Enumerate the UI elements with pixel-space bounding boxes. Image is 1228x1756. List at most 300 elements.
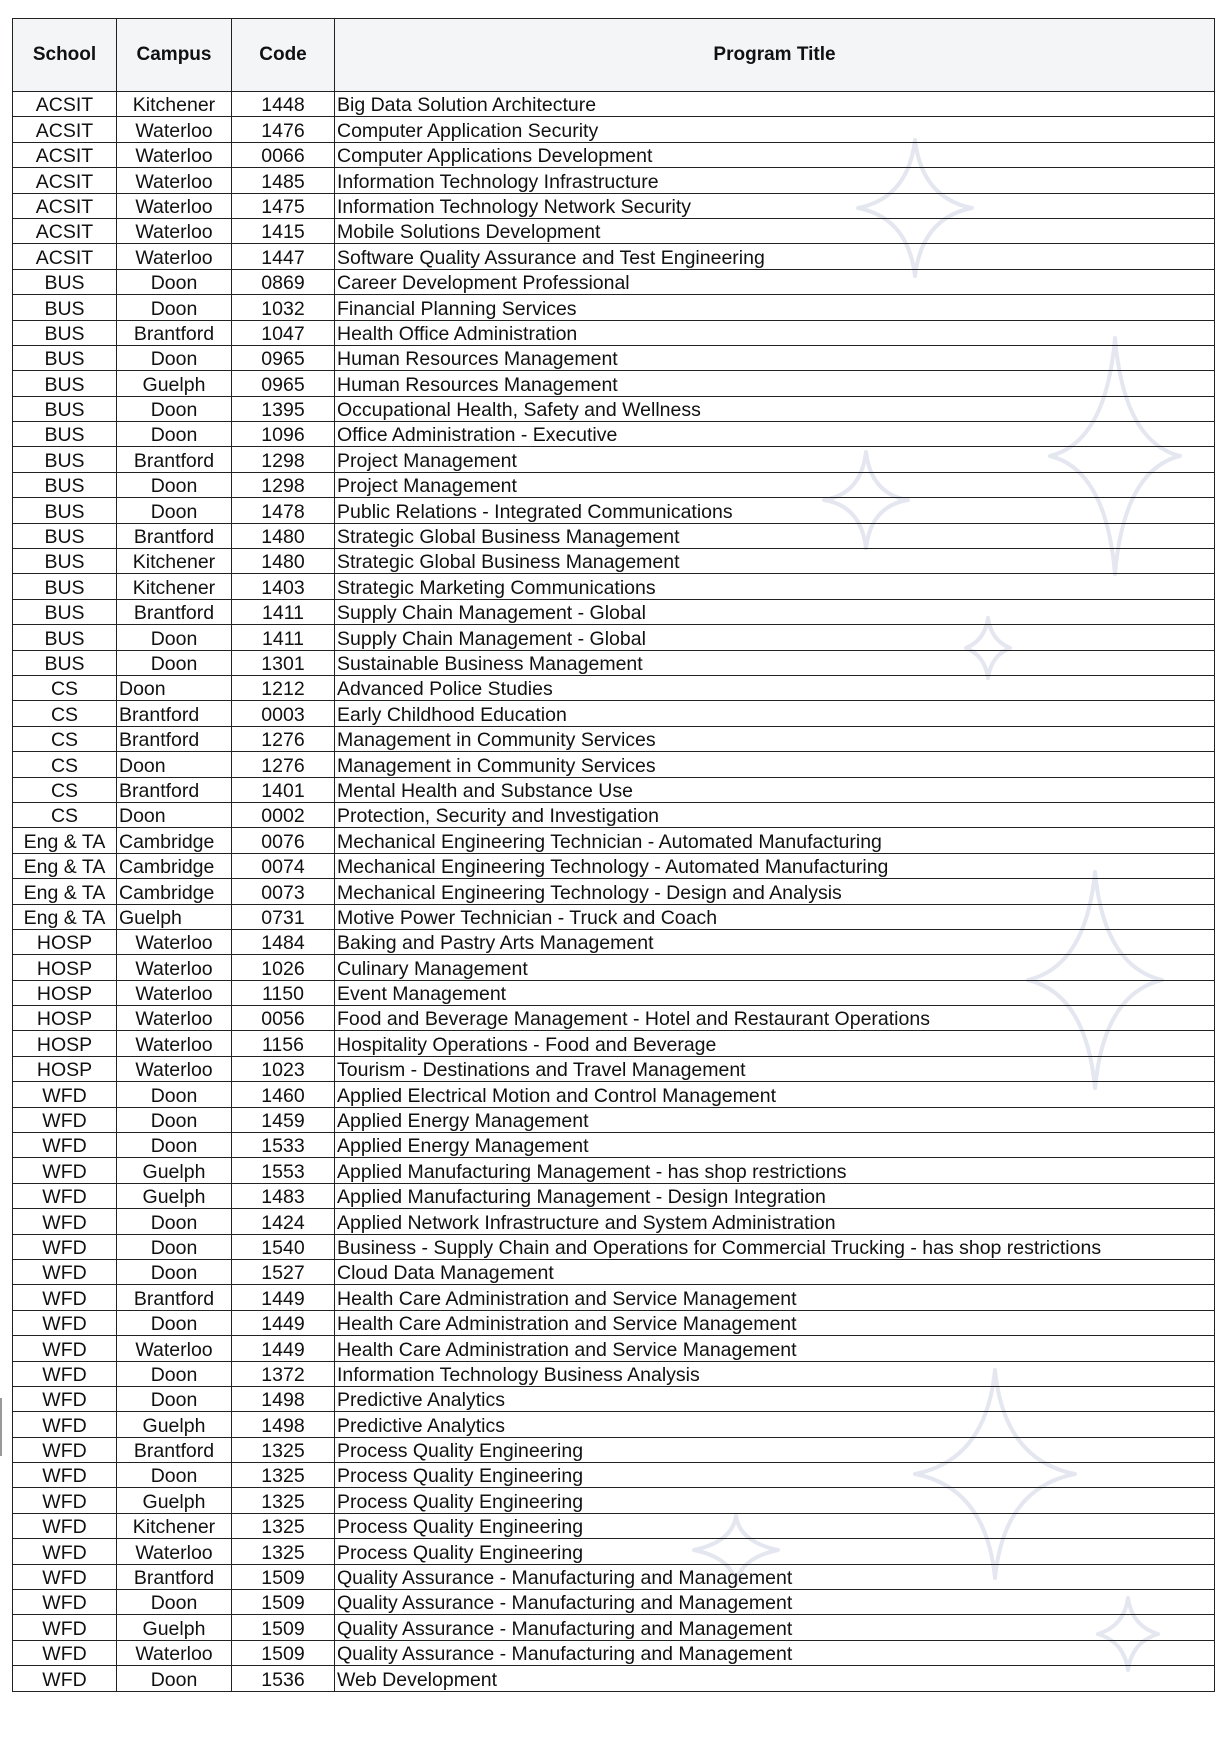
campus-cell: Brantford bbox=[117, 320, 232, 345]
school-cell: HOSP bbox=[13, 929, 117, 954]
program-title-cell: Process Quality Engineering bbox=[335, 1463, 1215, 1488]
table-row bbox=[13, 599, 1215, 624]
code-cell: 1533 bbox=[232, 1133, 335, 1158]
table-row bbox=[13, 345, 1215, 370]
school-cell: BUS bbox=[13, 498, 117, 523]
program-title-cell: Information Technology Network Security bbox=[335, 193, 1215, 218]
code-cell: 1536 bbox=[232, 1666, 335, 1691]
campus-cell: Doon bbox=[117, 650, 232, 675]
campus-cell: Waterloo bbox=[117, 1539, 232, 1564]
table-row bbox=[13, 1031, 1215, 1056]
campus-cell: Doon bbox=[117, 1259, 232, 1284]
school-cell: WFD bbox=[13, 1615, 117, 1640]
school-cell: WFD bbox=[13, 1564, 117, 1589]
table-row bbox=[13, 1133, 1215, 1158]
code-cell: 1553 bbox=[232, 1158, 335, 1183]
campus-cell: Guelph bbox=[117, 371, 232, 396]
table-row bbox=[13, 1183, 1215, 1208]
program-title-cell: Information Technology Business Analysis bbox=[335, 1361, 1215, 1386]
school-cell: WFD bbox=[13, 1437, 117, 1462]
code-cell: 0056 bbox=[232, 1006, 335, 1031]
code-cell: 0965 bbox=[232, 371, 335, 396]
table-row bbox=[13, 726, 1215, 751]
code-cell: 1448 bbox=[232, 92, 335, 117]
code-cell: 1276 bbox=[232, 752, 335, 777]
campus-cell: Doon bbox=[117, 396, 232, 421]
table-body bbox=[13, 92, 1215, 1692]
table-row bbox=[13, 396, 1215, 421]
program-title-cell: Applied Manufacturing Management - has shop restrictions bbox=[335, 1158, 1215, 1183]
code-cell: 1447 bbox=[232, 244, 335, 269]
page-edge-mark bbox=[0, 1398, 5, 1456]
code-cell: 1478 bbox=[232, 498, 335, 523]
program-title-cell: Baking and Pastry Arts Management bbox=[335, 929, 1215, 954]
campus-cell: Doon bbox=[117, 1590, 232, 1615]
campus-cell: Guelph bbox=[117, 1615, 232, 1640]
campus-cell: Waterloo bbox=[117, 1056, 232, 1081]
code-cell: 1459 bbox=[232, 1107, 335, 1132]
campus-cell: Brantford bbox=[117, 701, 232, 726]
table-row bbox=[13, 1640, 1215, 1665]
campus-cell: Doon bbox=[117, 1234, 232, 1259]
code-cell: 1096 bbox=[232, 422, 335, 447]
program-title-cell: Financial Planning Services bbox=[335, 295, 1215, 320]
column-header-school: School bbox=[13, 19, 117, 92]
table-row bbox=[13, 371, 1215, 396]
column-header-code: Code bbox=[232, 19, 335, 92]
program-title-cell: Human Resources Management bbox=[335, 345, 1215, 370]
code-cell: 1047 bbox=[232, 320, 335, 345]
school-cell: WFD bbox=[13, 1234, 117, 1259]
table-row bbox=[13, 498, 1215, 523]
school-cell: BUS bbox=[13, 650, 117, 675]
table-row bbox=[13, 1158, 1215, 1183]
program-title-cell: Applied Energy Management bbox=[335, 1133, 1215, 1158]
campus-cell: Brantford bbox=[117, 1285, 232, 1310]
program-title-cell: Public Relations - Integrated Communications bbox=[335, 498, 1215, 523]
school-cell: WFD bbox=[13, 1666, 117, 1691]
campus-cell: Doon bbox=[117, 1107, 232, 1132]
table-row bbox=[13, 1666, 1215, 1691]
school-cell: BUS bbox=[13, 625, 117, 650]
school-cell: BUS bbox=[13, 345, 117, 370]
school-cell: CS bbox=[13, 726, 117, 751]
school-cell: WFD bbox=[13, 1285, 117, 1310]
campus-cell: Waterloo bbox=[117, 244, 232, 269]
program-title-cell: Human Resources Management bbox=[335, 371, 1215, 396]
table-row bbox=[13, 1539, 1215, 1564]
code-cell: 1483 bbox=[232, 1183, 335, 1208]
school-cell: ACSIT bbox=[13, 92, 117, 117]
program-title-cell: Management in Community Services bbox=[335, 726, 1215, 751]
campus-cell: Guelph bbox=[117, 1158, 232, 1183]
school-cell: WFD bbox=[13, 1386, 117, 1411]
school-cell: HOSP bbox=[13, 955, 117, 980]
table-row bbox=[13, 1056, 1215, 1081]
campus-cell: Cambridge bbox=[117, 879, 232, 904]
code-cell: 1415 bbox=[232, 218, 335, 243]
code-cell: 0073 bbox=[232, 879, 335, 904]
program-title-cell: Applied Network Infrastructure and System Administration bbox=[335, 1209, 1215, 1234]
table-row bbox=[13, 879, 1215, 904]
school-cell: HOSP bbox=[13, 980, 117, 1005]
table-row bbox=[13, 1234, 1215, 1259]
school-cell: BUS bbox=[13, 295, 117, 320]
code-cell: 1325 bbox=[232, 1539, 335, 1564]
school-cell: BUS bbox=[13, 269, 117, 294]
program-title-cell: Web Development bbox=[335, 1666, 1215, 1691]
program-title-cell: Early Childhood Education bbox=[335, 701, 1215, 726]
school-cell: Eng & TA bbox=[13, 904, 117, 929]
code-cell: 1509 bbox=[232, 1615, 335, 1640]
school-cell: CS bbox=[13, 777, 117, 802]
campus-cell: Kitchener bbox=[117, 92, 232, 117]
table-row bbox=[13, 1336, 1215, 1361]
code-cell: 0731 bbox=[232, 904, 335, 929]
program-title-cell: Event Management bbox=[335, 980, 1215, 1005]
school-cell: ACSIT bbox=[13, 142, 117, 167]
program-title-cell: Project Management bbox=[335, 472, 1215, 497]
code-cell: 1026 bbox=[232, 955, 335, 980]
campus-cell: Waterloo bbox=[117, 193, 232, 218]
campus-cell: Doon bbox=[117, 422, 232, 447]
campus-cell: Brantford bbox=[117, 1564, 232, 1589]
school-cell: ACSIT bbox=[13, 218, 117, 243]
program-title-cell: Motive Power Technician - Truck and Coach bbox=[335, 904, 1215, 929]
school-cell: BUS bbox=[13, 472, 117, 497]
table-row bbox=[13, 1590, 1215, 1615]
code-cell: 1475 bbox=[232, 193, 335, 218]
program-title-cell: Project Management bbox=[335, 447, 1215, 472]
campus-cell: Waterloo bbox=[117, 1006, 232, 1031]
program-title-cell: Applied Energy Management bbox=[335, 1107, 1215, 1132]
campus-cell: Waterloo bbox=[117, 929, 232, 954]
program-title-cell: Cloud Data Management bbox=[335, 1259, 1215, 1284]
table-row bbox=[13, 1463, 1215, 1488]
table-row bbox=[13, 701, 1215, 726]
school-cell: Eng & TA bbox=[13, 879, 117, 904]
table-row bbox=[13, 244, 1215, 269]
table-row bbox=[13, 1488, 1215, 1513]
code-cell: 0074 bbox=[232, 853, 335, 878]
campus-cell: Doon bbox=[117, 1361, 232, 1386]
campus-cell: Brantford bbox=[117, 599, 232, 624]
table-row bbox=[13, 218, 1215, 243]
code-cell: 1540 bbox=[232, 1234, 335, 1259]
school-cell: Eng & TA bbox=[13, 828, 117, 853]
school-cell: ACSIT bbox=[13, 193, 117, 218]
code-cell: 0066 bbox=[232, 142, 335, 167]
table-row bbox=[13, 472, 1215, 497]
table-row bbox=[13, 1285, 1215, 1310]
campus-cell: Guelph bbox=[117, 1488, 232, 1513]
table-row bbox=[13, 295, 1215, 320]
code-cell: 1527 bbox=[232, 1259, 335, 1284]
table-row bbox=[13, 142, 1215, 167]
code-cell: 1411 bbox=[232, 625, 335, 650]
school-cell: WFD bbox=[13, 1336, 117, 1361]
campus-cell: Doon bbox=[117, 498, 232, 523]
code-cell: 0002 bbox=[232, 802, 335, 827]
programs-table bbox=[12, 18, 1215, 1692]
program-title-cell: Computer Applications Development bbox=[335, 142, 1215, 167]
table-row bbox=[13, 1209, 1215, 1234]
school-cell: BUS bbox=[13, 599, 117, 624]
table-row bbox=[13, 1361, 1215, 1386]
code-cell: 1212 bbox=[232, 675, 335, 700]
program-title-cell: Office Administration - Executive bbox=[335, 422, 1215, 447]
program-title-cell: Mental Health and Substance Use bbox=[335, 777, 1215, 802]
program-title-cell: Management in Community Services bbox=[335, 752, 1215, 777]
school-cell: WFD bbox=[13, 1513, 117, 1538]
table-row bbox=[13, 1082, 1215, 1107]
code-cell: 1403 bbox=[232, 574, 335, 599]
campus-cell: Waterloo bbox=[117, 980, 232, 1005]
column-header-program-title: Program Title bbox=[335, 19, 1215, 92]
table-row bbox=[13, 1310, 1215, 1335]
table-row bbox=[13, 980, 1215, 1005]
code-cell: 1449 bbox=[232, 1310, 335, 1335]
table-row bbox=[13, 1259, 1215, 1284]
campus-cell: Doon bbox=[117, 1209, 232, 1234]
program-title-cell: Information Technology Infrastructure bbox=[335, 168, 1215, 193]
school-cell: CS bbox=[13, 675, 117, 700]
table-row bbox=[13, 320, 1215, 345]
campus-cell: Doon bbox=[117, 1133, 232, 1158]
school-cell: HOSP bbox=[13, 1031, 117, 1056]
table-row bbox=[13, 1006, 1215, 1031]
campus-cell: Doon bbox=[117, 1666, 232, 1691]
program-title-cell: Mechanical Engineering Technology - Automated Manufacturing bbox=[335, 853, 1215, 878]
table-header bbox=[13, 19, 1215, 92]
table-row bbox=[13, 1412, 1215, 1437]
campus-cell: Guelph bbox=[117, 1183, 232, 1208]
program-title-cell: Mobile Solutions Development bbox=[335, 218, 1215, 243]
table-row bbox=[13, 117, 1215, 142]
school-cell: HOSP bbox=[13, 1006, 117, 1031]
code-cell: 0003 bbox=[232, 701, 335, 726]
campus-cell: Doon bbox=[117, 1386, 232, 1411]
table-row bbox=[13, 625, 1215, 650]
school-cell: BUS bbox=[13, 523, 117, 548]
program-title-cell: Process Quality Engineering bbox=[335, 1488, 1215, 1513]
program-title-cell: Applied Electrical Motion and Control Management bbox=[335, 1082, 1215, 1107]
table-row bbox=[13, 802, 1215, 827]
code-cell: 1301 bbox=[232, 650, 335, 675]
table-row bbox=[13, 650, 1215, 675]
program-title-cell: Process Quality Engineering bbox=[335, 1513, 1215, 1538]
code-cell: 1460 bbox=[232, 1082, 335, 1107]
code-cell: 1484 bbox=[232, 929, 335, 954]
program-title-cell: Applied Manufacturing Management - Design Integration bbox=[335, 1183, 1215, 1208]
school-cell: CS bbox=[13, 752, 117, 777]
campus-cell: Brantford bbox=[117, 726, 232, 751]
campus-cell: Waterloo bbox=[117, 117, 232, 142]
program-title-cell: Hospitality Operations - Food and Beverage bbox=[335, 1031, 1215, 1056]
program-title-cell: Mechanical Engineering Technician - Automated Manufacturing bbox=[335, 828, 1215, 853]
school-cell: BUS bbox=[13, 574, 117, 599]
code-cell: 1476 bbox=[232, 117, 335, 142]
school-cell: ACSIT bbox=[13, 244, 117, 269]
program-title-cell: Health Care Administration and Service Management bbox=[335, 1310, 1215, 1335]
program-title-cell: Quality Assurance - Manufacturing and Management bbox=[335, 1640, 1215, 1665]
school-cell: ACSIT bbox=[13, 168, 117, 193]
program-title-cell: Supply Chain Management - Global bbox=[335, 625, 1215, 650]
school-cell: WFD bbox=[13, 1488, 117, 1513]
code-cell: 1480 bbox=[232, 523, 335, 548]
program-title-cell: Tourism - Destinations and Travel Management bbox=[335, 1056, 1215, 1081]
program-title-cell: Software Quality Assurance and Test Engineering bbox=[335, 244, 1215, 269]
code-cell: 1509 bbox=[232, 1640, 335, 1665]
campus-cell: Doon bbox=[117, 472, 232, 497]
code-cell: 1449 bbox=[232, 1336, 335, 1361]
program-title-cell: Process Quality Engineering bbox=[335, 1539, 1215, 1564]
school-cell: WFD bbox=[13, 1361, 117, 1386]
program-title-cell: Quality Assurance - Manufacturing and Management bbox=[335, 1590, 1215, 1615]
program-title-cell: Computer Application Security bbox=[335, 117, 1215, 142]
code-cell: 0965 bbox=[232, 345, 335, 370]
campus-cell: Brantford bbox=[117, 777, 232, 802]
program-title-cell: Culinary Management bbox=[335, 955, 1215, 980]
program-title-cell: Strategic Global Business Management bbox=[335, 549, 1215, 574]
code-cell: 1401 bbox=[232, 777, 335, 802]
campus-cell: Cambridge bbox=[117, 853, 232, 878]
campus-cell: Doon bbox=[117, 345, 232, 370]
campus-cell: Doon bbox=[117, 802, 232, 827]
code-cell: 1498 bbox=[232, 1412, 335, 1437]
program-title-cell: Protection, Security and Investigation bbox=[335, 802, 1215, 827]
table-row bbox=[13, 1437, 1215, 1462]
program-title-cell: Mechanical Engineering Technology - Design and Analysis bbox=[335, 879, 1215, 904]
table-row bbox=[13, 193, 1215, 218]
campus-cell: Guelph bbox=[117, 1412, 232, 1437]
campus-cell: Doon bbox=[117, 675, 232, 700]
code-cell: 1023 bbox=[232, 1056, 335, 1081]
table-row bbox=[13, 675, 1215, 700]
program-title-cell: Sustainable Business Management bbox=[335, 650, 1215, 675]
code-cell: 1485 bbox=[232, 168, 335, 193]
program-title-cell: Business - Supply Chain and Operations for Commercial Trucking - has shop restrictions bbox=[335, 1234, 1215, 1259]
code-cell: 1150 bbox=[232, 980, 335, 1005]
code-cell: 1325 bbox=[232, 1437, 335, 1462]
table-row bbox=[13, 1513, 1215, 1538]
table-row bbox=[13, 1107, 1215, 1132]
school-cell: CS bbox=[13, 701, 117, 726]
school-cell: BUS bbox=[13, 447, 117, 472]
school-cell: WFD bbox=[13, 1412, 117, 1437]
school-cell: BUS bbox=[13, 371, 117, 396]
campus-cell: Waterloo bbox=[117, 142, 232, 167]
program-title-cell: Supply Chain Management - Global bbox=[335, 599, 1215, 624]
school-cell: WFD bbox=[13, 1082, 117, 1107]
program-title-cell: Quality Assurance - Manufacturing and Management bbox=[335, 1564, 1215, 1589]
school-cell: WFD bbox=[13, 1133, 117, 1158]
school-cell: BUS bbox=[13, 549, 117, 574]
program-title-cell: Health Office Administration bbox=[335, 320, 1215, 345]
campus-cell: Kitchener bbox=[117, 549, 232, 574]
campus-cell: Guelph bbox=[117, 904, 232, 929]
school-cell: WFD bbox=[13, 1107, 117, 1132]
table-row bbox=[13, 92, 1215, 117]
school-cell: WFD bbox=[13, 1640, 117, 1665]
school-cell: BUS bbox=[13, 396, 117, 421]
code-cell: 1325 bbox=[232, 1463, 335, 1488]
program-title-cell: Strategic Global Business Management bbox=[335, 523, 1215, 548]
school-cell: BUS bbox=[13, 320, 117, 345]
table-row bbox=[13, 929, 1215, 954]
code-cell: 1509 bbox=[232, 1590, 335, 1615]
table-row bbox=[13, 955, 1215, 980]
code-cell: 1509 bbox=[232, 1564, 335, 1589]
program-title-cell: Health Care Administration and Service Management bbox=[335, 1336, 1215, 1361]
program-title-cell: Strategic Marketing Communications bbox=[335, 574, 1215, 599]
school-cell: WFD bbox=[13, 1310, 117, 1335]
table-row bbox=[13, 752, 1215, 777]
campus-cell: Doon bbox=[117, 1082, 232, 1107]
program-title-cell: Advanced Police Studies bbox=[335, 675, 1215, 700]
campus-cell: Doon bbox=[117, 1310, 232, 1335]
table-row bbox=[13, 422, 1215, 447]
code-cell: 1372 bbox=[232, 1361, 335, 1386]
campus-cell: Doon bbox=[117, 269, 232, 294]
table-row bbox=[13, 904, 1215, 929]
school-cell: Eng & TA bbox=[13, 853, 117, 878]
program-title-cell: Food and Beverage Management - Hotel and Restaurant Operations bbox=[335, 1006, 1215, 1031]
school-cell: CS bbox=[13, 802, 117, 827]
table-row bbox=[13, 523, 1215, 548]
school-cell: WFD bbox=[13, 1158, 117, 1183]
code-cell: 1424 bbox=[232, 1209, 335, 1234]
campus-cell: Cambridge bbox=[117, 828, 232, 853]
code-cell: 1395 bbox=[232, 396, 335, 421]
header-row bbox=[13, 19, 1215, 92]
code-cell: 1325 bbox=[232, 1488, 335, 1513]
campus-cell: Doon bbox=[117, 295, 232, 320]
table-row bbox=[13, 828, 1215, 853]
table-row bbox=[13, 269, 1215, 294]
program-title-cell: Quality Assurance - Manufacturing and Management bbox=[335, 1615, 1215, 1640]
code-cell: 1325 bbox=[232, 1513, 335, 1538]
school-cell: HOSP bbox=[13, 1056, 117, 1081]
campus-cell: Brantford bbox=[117, 1437, 232, 1462]
campus-cell: Waterloo bbox=[117, 218, 232, 243]
code-cell: 0869 bbox=[232, 269, 335, 294]
program-title-cell: Occupational Health, Safety and Wellness bbox=[335, 396, 1215, 421]
campus-cell: Waterloo bbox=[117, 168, 232, 193]
table-row bbox=[13, 1564, 1215, 1589]
table-row bbox=[13, 1615, 1215, 1640]
campus-cell: Kitchener bbox=[117, 574, 232, 599]
program-title-cell: Predictive Analytics bbox=[335, 1386, 1215, 1411]
program-title-cell: Process Quality Engineering bbox=[335, 1437, 1215, 1462]
school-cell: WFD bbox=[13, 1259, 117, 1284]
code-cell: 1449 bbox=[232, 1285, 335, 1310]
campus-cell: Waterloo bbox=[117, 1640, 232, 1665]
program-title-cell: Predictive Analytics bbox=[335, 1412, 1215, 1437]
table-row bbox=[13, 447, 1215, 472]
campus-cell: Doon bbox=[117, 752, 232, 777]
table-row bbox=[13, 574, 1215, 599]
code-cell: 1032 bbox=[232, 295, 335, 320]
campus-cell: Brantford bbox=[117, 523, 232, 548]
code-cell: 1298 bbox=[232, 472, 335, 497]
school-cell: WFD bbox=[13, 1539, 117, 1564]
campus-cell: Waterloo bbox=[117, 955, 232, 980]
school-cell: WFD bbox=[13, 1463, 117, 1488]
table-row bbox=[13, 853, 1215, 878]
school-cell: WFD bbox=[13, 1209, 117, 1234]
table-row bbox=[13, 168, 1215, 193]
